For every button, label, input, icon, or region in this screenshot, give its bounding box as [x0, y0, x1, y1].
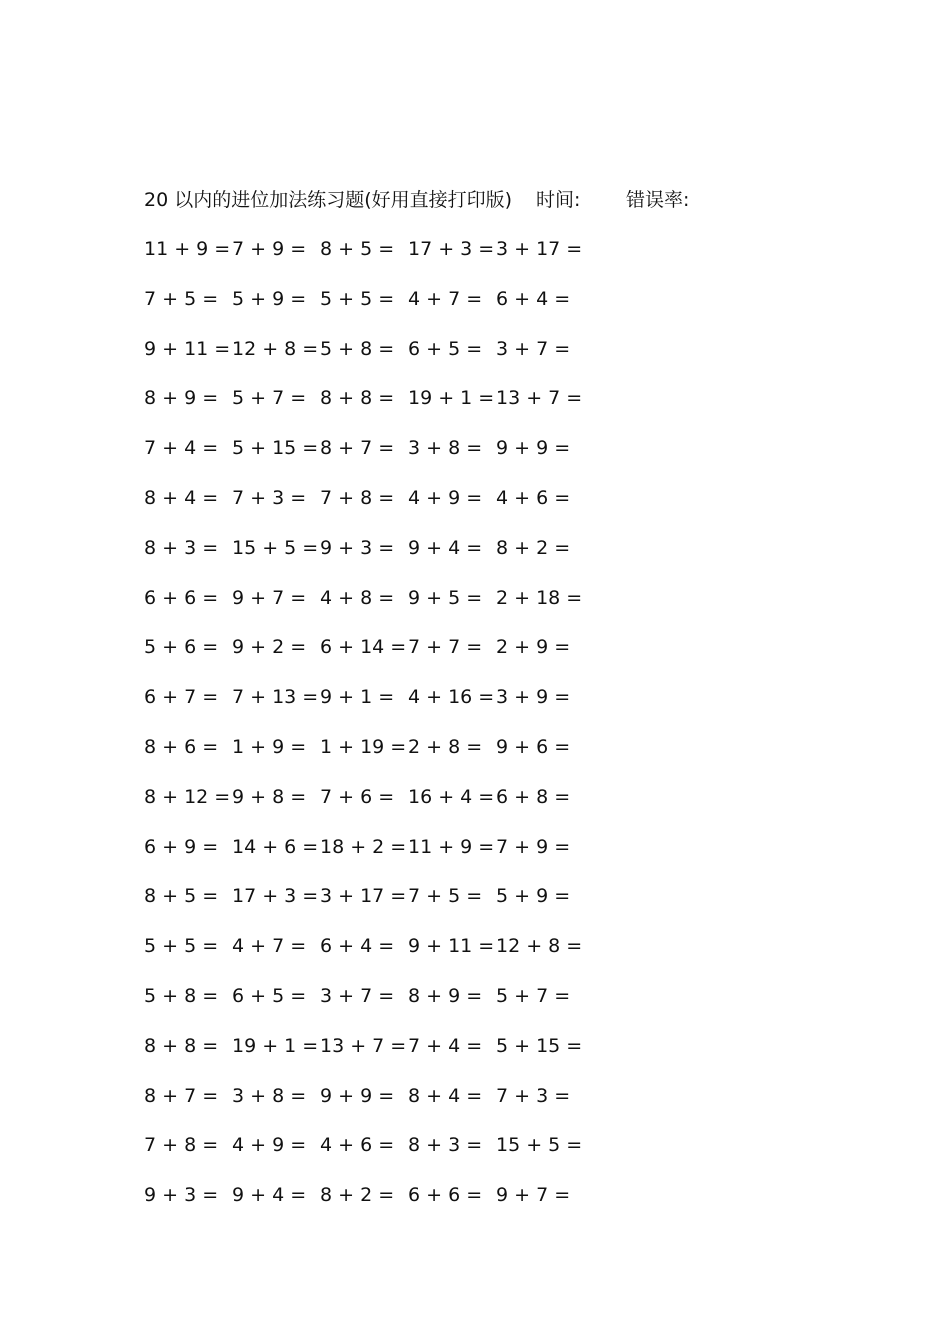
problem-row — [144, 535, 604, 585]
addition-problem: 9 + 11 = — [408, 935, 495, 958]
addition-problem: 9 + 6 = — [496, 735, 571, 758]
addition-problem: 9 + 11 = — [144, 337, 231, 360]
addition-problem: 6 + 14 = — [320, 636, 407, 659]
addition-problem: 1 + 9 = — [232, 735, 307, 758]
addition-problem: 8 + 5 = — [144, 885, 219, 908]
problem-row — [144, 585, 604, 635]
addition-problem: 7 + 8 = — [144, 1134, 219, 1157]
addition-problem: 3 + 9 = — [496, 686, 571, 709]
addition-problem: 4 + 9 = — [232, 1134, 307, 1157]
problem-row — [144, 734, 604, 784]
addition-problem: 4 + 8 = — [320, 586, 395, 609]
addition-problem: 7 + 9 = — [232, 238, 307, 260]
problem-row — [144, 784, 604, 834]
addition-problem: 3 + 17 = — [496, 238, 583, 260]
addition-problem: 5 + 5 = — [320, 287, 395, 310]
addition-problem: 7 + 9 = — [496, 835, 571, 858]
addition-problem: 3 + 8 = — [232, 1084, 307, 1107]
addition-problem: 7 + 6 = — [320, 785, 395, 808]
addition-problem: 8 + 6 = — [144, 735, 219, 758]
addition-problem: 13 + 7 = — [496, 387, 583, 410]
addition-problem: 9 + 3 = — [320, 536, 395, 559]
addition-problem: 17 + 3 = — [408, 238, 495, 260]
addition-problem: 19 + 1 = — [232, 1034, 319, 1057]
addition-problem: 9 + 4 = — [232, 1184, 307, 1207]
problem-row — [144, 236, 604, 286]
problem-row — [144, 1132, 604, 1182]
problem-row — [144, 883, 604, 933]
addition-problem: 8 + 3 = — [144, 536, 219, 559]
addition-problem: 5 + 8 = — [320, 337, 395, 360]
addition-problem: 7 + 8 = — [320, 486, 395, 509]
addition-problem: 8 + 7 = — [144, 1084, 219, 1107]
addition-problem: 15 + 5 = — [496, 1134, 583, 1157]
problem-row — [144, 1182, 604, 1232]
addition-problem: 17 + 3 = — [232, 885, 319, 908]
addition-problem: 5 + 15 = — [232, 437, 319, 460]
addition-problem: 7 + 4 = — [408, 1034, 483, 1057]
addition-problem: 8 + 2 = — [496, 536, 571, 559]
addition-problem: 5 + 7 = — [496, 984, 571, 1007]
addition-problem: 8 + 12 = — [144, 785, 231, 808]
addition-problem: 13 + 7 = — [320, 1034, 407, 1057]
addition-problem: 7 + 7 = — [408, 636, 483, 659]
addition-problem: 7 + 5 = — [144, 287, 219, 310]
addition-problem: 9 + 4 = — [408, 536, 483, 559]
problem-row — [144, 435, 604, 485]
addition-problem: 4 + 7 = — [232, 935, 307, 958]
addition-problem: 3 + 7 = — [496, 337, 571, 360]
problem-row — [144, 983, 604, 1033]
addition-problem: 7 + 13 = — [232, 686, 319, 709]
addition-problem: 6 + 6 = — [144, 586, 219, 609]
addition-problem: 7 + 3 = — [496, 1084, 571, 1107]
addition-problem: 8 + 9 = — [144, 387, 219, 410]
addition-problem: 8 + 7 = — [320, 437, 395, 460]
time-label: 时间: — [536, 189, 581, 211]
addition-problem: 7 + 5 = — [408, 885, 483, 908]
addition-problem: 2 + 18 = — [496, 586, 583, 609]
problem-row — [144, 286, 604, 336]
addition-problem: 9 + 9 = — [496, 437, 571, 460]
addition-problem: 9 + 9 = — [320, 1084, 395, 1107]
addition-problem: 6 + 4 = — [496, 287, 571, 310]
addition-problem: 16 + 4 = — [408, 785, 495, 808]
addition-problem: 8 + 5 = — [320, 238, 395, 260]
problem-row — [144, 1083, 604, 1133]
problem-row — [144, 634, 604, 684]
addition-problem: 8 + 4 = — [408, 1084, 483, 1107]
addition-problem: 7 + 3 = — [232, 486, 307, 509]
worksheet-title: 20 以内的进位加法练习题(好用直接打印版) — [144, 189, 513, 211]
addition-problem: 9 + 7 = — [496, 1184, 571, 1207]
problem-row — [144, 684, 604, 734]
addition-problem: 4 + 6 = — [496, 486, 571, 509]
addition-problem: 9 + 7 = — [232, 586, 307, 609]
addition-problem: 8 + 3 = — [408, 1134, 483, 1157]
addition-problem: 5 + 6 = — [144, 636, 219, 659]
addition-problem: 8 + 4 = — [144, 486, 219, 509]
addition-problem: 5 + 8 = — [144, 984, 219, 1007]
addition-problem: 7 + 4 = — [144, 437, 219, 460]
addition-problem: 4 + 16 = — [408, 686, 495, 709]
addition-problem: 2 + 8 = — [408, 735, 483, 758]
addition-problem: 11 + 9 = — [144, 238, 231, 260]
addition-problem: 9 + 5 = — [408, 586, 483, 609]
addition-problem: 8 + 9 = — [408, 984, 483, 1007]
addition-problem: 9 + 2 = — [232, 636, 307, 659]
addition-problem: 8 + 8 = — [320, 387, 395, 410]
problem-row — [144, 1033, 604, 1083]
addition-problem: 6 + 9 = — [144, 835, 219, 858]
addition-problem: 5 + 7 = — [232, 387, 307, 410]
problem-row — [144, 336, 604, 386]
problem-row — [144, 933, 604, 983]
addition-problem: 9 + 3 = — [144, 1184, 219, 1207]
addition-problem: 19 + 1 = — [408, 387, 495, 410]
addition-problem: 5 + 5 = — [144, 935, 219, 958]
addition-problem: 15 + 5 = — [232, 536, 319, 559]
addition-problem: 5 + 15 = — [496, 1034, 583, 1057]
addition-problem: 5 + 9 = — [232, 287, 307, 310]
addition-problem: 6 + 7 = — [144, 686, 219, 709]
addition-problem: 2 + 9 = — [496, 636, 571, 659]
problem-row — [144, 385, 604, 435]
addition-problem: 9 + 1 = — [320, 686, 395, 709]
addition-problem: 3 + 8 = — [408, 437, 483, 460]
addition-problem: 3 + 17 = — [320, 885, 407, 908]
problem-row — [144, 834, 604, 884]
addition-problem: 12 + 8 = — [232, 337, 319, 360]
addition-problem: 12 + 8 = — [496, 935, 583, 958]
problem-grid — [144, 236, 604, 1232]
addition-problem: 4 + 9 = — [408, 486, 483, 509]
addition-problem: 14 + 6 = — [232, 835, 319, 858]
addition-problem: 5 + 9 = — [496, 885, 571, 908]
addition-problem: 9 + 8 = — [232, 785, 307, 808]
addition-problem: 8 + 2 = — [320, 1184, 395, 1207]
addition-problem: 6 + 5 = — [408, 337, 483, 360]
addition-problem: 6 + 6 = — [408, 1184, 483, 1207]
addition-problem: 3 + 7 = — [320, 984, 395, 1007]
addition-problem: 6 + 5 = — [232, 984, 307, 1007]
addition-problem: 6 + 8 = — [496, 785, 571, 808]
addition-problem: 6 + 4 = — [320, 935, 395, 958]
addition-problem: 4 + 7 = — [408, 287, 483, 310]
problem-row — [144, 485, 604, 535]
addition-problem: 1 + 19 = — [320, 735, 407, 758]
error-rate-label: 错误率: — [626, 189, 690, 211]
addition-problem: 4 + 6 = — [320, 1134, 395, 1157]
addition-problem: 8 + 8 = — [144, 1034, 219, 1057]
addition-problem: 18 + 2 = — [320, 835, 407, 858]
addition-problem: 11 + 9 = — [408, 835, 495, 858]
